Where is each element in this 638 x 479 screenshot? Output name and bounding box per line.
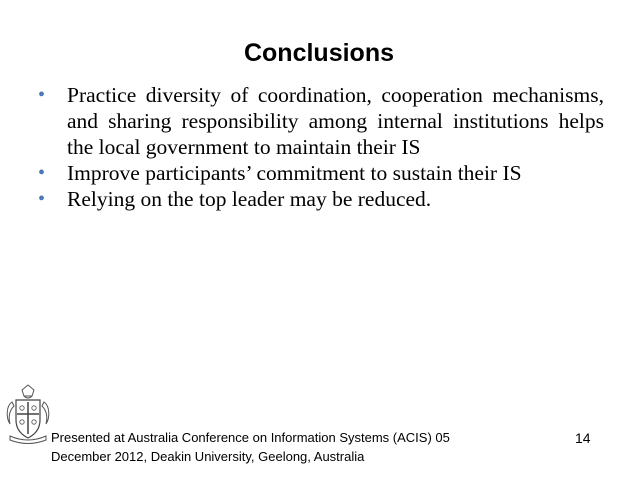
bullet-text: Relying on the top leader may be reduced.: [67, 187, 432, 211]
bullet-item: [38, 82, 604, 160]
footer-text: [51, 428, 521, 466]
footer-line-1: Presented at Australia Conference on Information Systems (ACIS) 05: [51, 430, 450, 445]
footer-line-2: December 2012, Deakin University, Geelong, Australia: [51, 449, 365, 464]
slide-title: Conclusions: [243, 39, 394, 67]
bullet-item: [38, 186, 604, 212]
bullet-list: [38, 82, 604, 212]
bullet-icon: •: [38, 84, 46, 106]
page-number: 14: [575, 430, 591, 446]
bullet-text: Improve participants’ commitment to sustain their IS: [67, 161, 522, 185]
university-crest-icon: [4, 384, 52, 446]
bullet-text: Practice diversity of coordination, cooperation mechanisms, and sharing responsibility among internal institutions helps the local government to maintain their IS: [67, 83, 604, 159]
bullet-icon: •: [38, 188, 46, 210]
bullet-icon: •: [38, 162, 46, 184]
bullet-item: [38, 160, 604, 186]
